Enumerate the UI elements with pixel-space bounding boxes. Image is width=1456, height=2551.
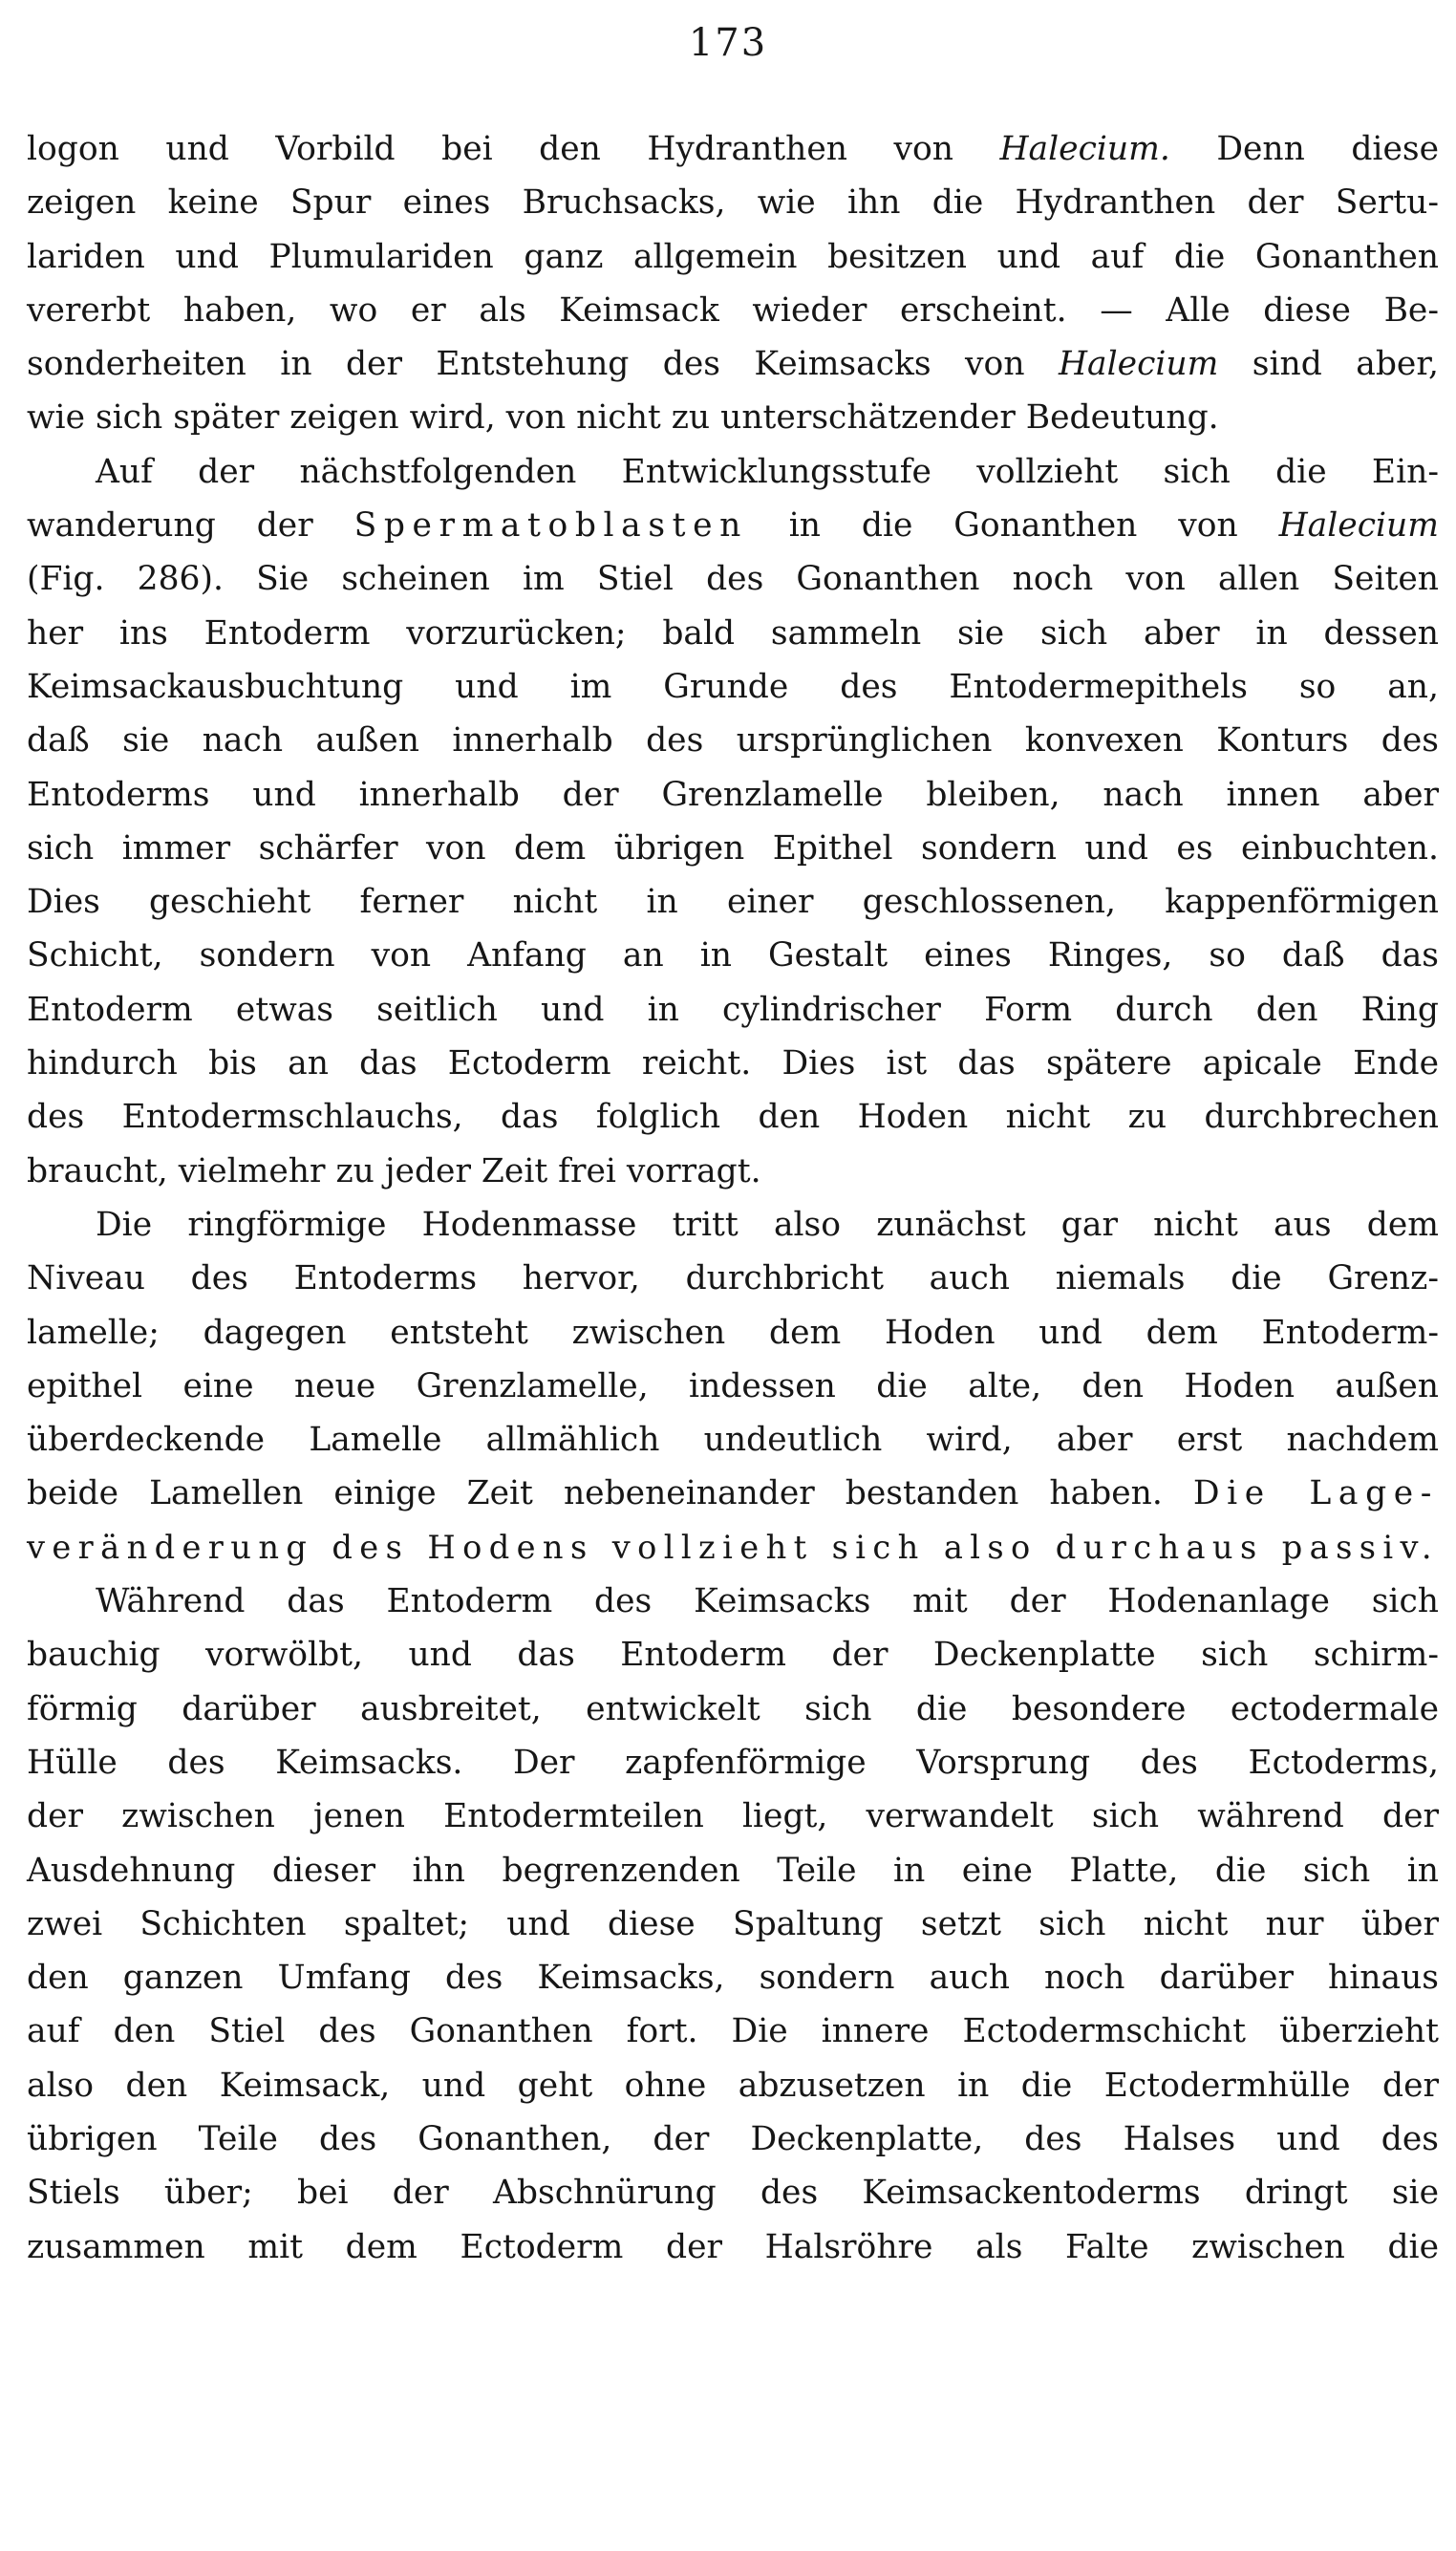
text-segment: sonderheiten in der Entstehung des Keimsacks von: [27, 345, 1059, 384]
text-segment: lariden und Plumulariden ganz allgemein besitzen und auf die Gonanthen: [27, 237, 1439, 276]
text-segment: Keimsackausbuchtung und im Grunde des Entodermepithels so an,: [27, 667, 1439, 706]
paragraph-first-line: [27, 1575, 1439, 1628]
text-segment: des Entodermschlauchs, das folglich den Hoden nicht zu durchbrechen: [27, 1098, 1439, 1137]
text-segment: Entoderm etwas seitlich und in cylindrischer Form durch den Ring: [27, 990, 1439, 1029]
text-segment: Dies geschieht ferner nicht in einer geschlossenen, kappenförmigen: [27, 883, 1439, 922]
text-line: [27, 2004, 1439, 2058]
text-segment: also den Keimsack, und geht ohne abzusetzen in die Ectodermhülle der: [27, 2066, 1439, 2105]
italic-term: Halecium: [1058, 345, 1219, 384]
paragraph-first-line: [27, 445, 1439, 499]
text-segment: in die Gonanthen von: [747, 506, 1279, 546]
text-line: [27, 1145, 1439, 1198]
text-line: [27, 499, 1439, 552]
text-line: [27, 391, 1439, 444]
text-line: [27, 2166, 1439, 2219]
text-segment: auf den Stiel des Gonanthen fort. Die innere Ectodermschicht überzieht: [27, 2012, 1439, 2051]
text-line: [27, 607, 1439, 660]
text-line: [27, 768, 1439, 822]
text-line: [27, 1521, 1439, 1575]
text-line: [27, 1090, 1439, 1144]
text-segment: zwei Schichten spaltet; und diese Spaltung setzt sich nicht nur über: [27, 1904, 1439, 1943]
text-line: [27, 1951, 1439, 2004]
text-segment: Stiels über; bei der Abschnürung des Keimsackentoderms dringt sie: [27, 2174, 1439, 2213]
text-segment: hindurch bis an das Ectoderm reicht. Dies ist das spätere apicale Ende: [27, 1044, 1439, 1083]
page-number: 173: [688, 21, 768, 65]
text-line: [27, 1628, 1439, 1682]
text-segment: zeigen keine Spur eines Bruchsacks, wie ihn die Hydranthen der Sertu-: [27, 183, 1439, 223]
italic-term: Halecium.: [999, 130, 1170, 168]
text-line: [27, 1790, 1439, 1843]
text-line: [27, 552, 1439, 606]
text-segment: wanderung der: [27, 506, 354, 546]
text-line: [27, 337, 1439, 391]
body-text: [27, 122, 1439, 2274]
text-line: [27, 929, 1439, 982]
text-segment: den ganzen Umfang des Keimsacks, sondern auch noch darüber hinaus: [27, 1959, 1439, 1998]
text-line: [27, 1736, 1439, 1790]
text-segment: wie sich später zeigen wird, von nicht zu unterschätzender Bedeutung.: [27, 398, 1219, 438]
text-segment: her ins Entoderm vorzurücken; bald sammeln sie sich aber in dessen: [27, 613, 1439, 653]
italic-term: Halecium: [1278, 506, 1439, 546]
text-segment: logon und Vorbild bei den Hydranthen von: [27, 130, 1000, 168]
text-segment: Während das Entoderm des Keimsacks mit der Hodenanlage sich: [96, 1582, 1439, 1621]
text-line: [27, 714, 1439, 767]
text-line: [27, 2059, 1439, 2112]
text-segment: förmig darüber ausbreitet, entwickelt sich die besondere ectodermale: [27, 1689, 1439, 1728]
text-segment: Niveau des Entoderms hervor, durchbricht auch niemals die Grenz-: [27, 1259, 1439, 1298]
text-segment: bauchig vorwölbt, und das Entoderm der Deckenplatte sich schirm-: [27, 1636, 1439, 1675]
text-line: [27, 1306, 1439, 1360]
spaced-emphasis: veränderung des Hodens vollzieht sich also durchaus passiv.: [27, 1528, 1439, 1566]
text-segment: vererbt haben, wo er als Keimsack wieder erscheint. — Alle diese Be-: [27, 290, 1439, 330]
text-line: [27, 176, 1439, 229]
text-segment: sich immer schärfer von dem übrigen Epithel sondern und es einbuchten.: [27, 828, 1439, 868]
text-segment: Die ringförmige Hodenmasse tritt also zunächst gar nicht aus dem: [96, 1205, 1439, 1244]
text-line: [27, 2220, 1439, 2274]
text-line: [27, 1037, 1439, 1090]
text-segment: zusammen mit dem Ectoderm der Halsröhre als Falte zwischen die: [27, 2227, 1439, 2266]
text-segment: überdeckende Lamelle allmählich undeutlich wird, aber erst nachdem: [27, 1421, 1439, 1460]
text-segment: Schicht, sondern von Anfang an in Gestalt eines Ringes, so daß das: [27, 936, 1439, 975]
text-segment: braucht, vielmehr zu jeder Zeit frei vorragt.: [27, 1151, 761, 1190]
spaced-emphasis: Die Lage-: [1192, 1474, 1439, 1513]
text-line: [27, 2112, 1439, 2166]
text-segment: übrigen Teile des Gonanthen, der Deckenplatte, des Halses und des: [27, 2119, 1439, 2158]
text-segment: Denn diese: [1169, 130, 1439, 168]
text-segment: Hülle des Keimsacks. Der zapfenförmige Vorsprung des Ectoderms,: [27, 1743, 1439, 1782]
text-segment: beide Lamellen einige Zeit nebeneinander bestanden haben.: [27, 1474, 1193, 1513]
text-line: [27, 230, 1439, 284]
paragraph-first-line: [27, 1198, 1439, 1252]
text-segment: der zwischen jenen Entodermteilen liegt, verwandelt sich während der: [27, 1797, 1439, 1836]
text-segment: lamelle; dagegen entsteht zwischen dem Hoden und dem Entoderm-: [27, 1313, 1439, 1352]
text-line: [27, 983, 1439, 1037]
text-line: [27, 875, 1439, 929]
text-line: [27, 1897, 1439, 1951]
text-line: [27, 822, 1439, 875]
text-line: [27, 1683, 1439, 1736]
text-segment: Auf der nächstfolgenden Entwicklungsstufe vollzieht sich die Ein-: [96, 452, 1439, 491]
text-segment: Entoderms und innerhalb der Grenzlamelle bleiben, nach innen aber: [27, 775, 1439, 814]
text-line: [27, 1413, 1439, 1467]
text-segment: epithel eine neue Grenzlamelle, indessen die alte, den Hoden außen: [27, 1366, 1439, 1405]
text-line: [27, 660, 1439, 714]
text-line: [27, 1360, 1439, 1413]
text-line: [27, 1252, 1439, 1305]
text-line: [27, 122, 1439, 176]
text-segment: daß sie nach außen innerhalb des ursprünglichen konvexen Konturs des: [27, 721, 1439, 761]
text-segment: sind aber,: [1218, 345, 1439, 384]
spaced-emphasis: Spermatoblasten: [353, 506, 748, 546]
text-line: [27, 1844, 1439, 1897]
text-line: [27, 284, 1439, 337]
text-line: [27, 1467, 1439, 1520]
text-segment: Ausdehnung dieser ihn begrenzenden Teile in eine Platte, die sich in: [27, 1851, 1439, 1890]
text-segment: (Fig. 286). Sie scheinen im Stiel des Gonanthen noch von allen Seiten: [27, 560, 1439, 599]
